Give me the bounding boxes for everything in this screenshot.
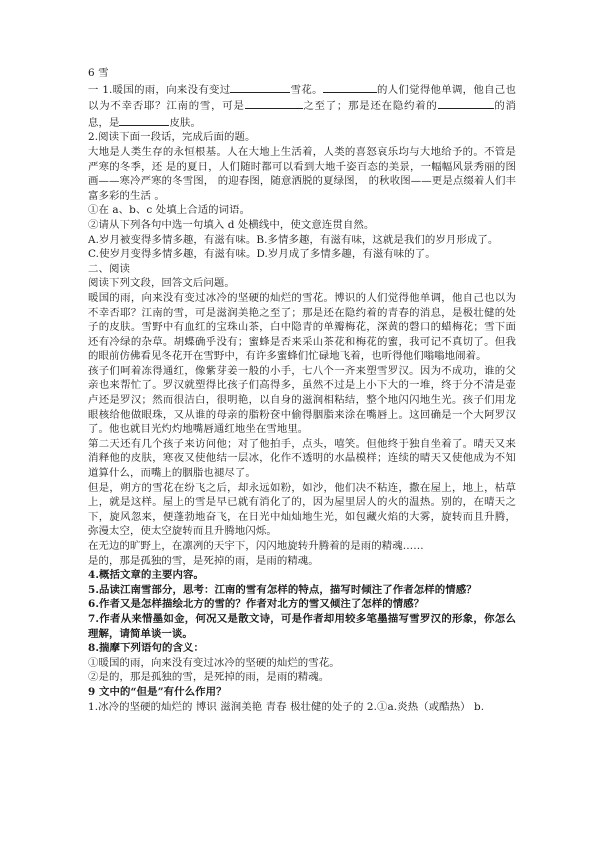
reading-paragraph-1: 暖国的雨，向来没有变过冰冷的坚硬的灿烂的雪花。博识的人们觉得他单调，他自己也以为不幸否耶？江南的雪，可是滋润美艳之至了；那是还在隐约着的青春的消息，是极壮健的处子的皮肤。雪野中有血红的宝珠山茶，白中隐青的单瓣梅花，深黄的磬口的蜡梅花；雪下面还有冷绿的杂草。胡蝶确乎没有；蜜蜂是否来采山茶花和梅花的蜜，我可记不真切了。但我的眼前仿佛看见冬花开在雪野中，有许多蜜蜂们忙碌地飞着，也听得他们嗡嗡地闹着。 [88, 291, 516, 363]
q1-text-5: 的消息，是 [88, 100, 517, 129]
question-8-item-1: ①暖国的雨，向来没有变过冰冷的坚硬的灿烂的雪花。 [88, 656, 340, 669]
question-2-sub-2: ②请从下列各句中选一句填入 d 处横线中，使文意连贯自然。 [88, 218, 375, 231]
q1-text-4: 之至了；那是还在隐约着的 [302, 100, 438, 113]
question-6: 6.作者又是怎样描绘北方的雪的？作者对北方的雪又倾注了怎样的情感？ [88, 598, 425, 611]
answer-blank[interactable] [245, 97, 303, 109]
answer-blank[interactable] [323, 81, 377, 93]
question-2-intro: 2.阅读下面一段话，完成后面的题。 [88, 131, 256, 144]
question-2-options-cd [88, 247, 516, 262]
question-9: 9 文中的“但是”有什么作用？ [88, 685, 227, 698]
question-1 [88, 81, 516, 131]
q1-text-2: 雪花。 [290, 83, 323, 96]
question-8-item-2: ②是的，那是孤独的雪，是死掉的雨，是雨的精魂。 [88, 671, 330, 684]
reading-paragraph-2: 孩子们呵着冻得通红，像紫芽姜一般的小手，七八个一齐来塑雪罗汉。因为不成功，谁的父亲也来帮忙了。罗汉就塑得比孩子们高得多，虽然不过是上小下大的一堆，终于分不清是壶卢还是罗汉；然而很洁白，很明艳，以自身的滋润相粘结，整个地闪闪地生光。孩子们用龙眼核给他做眼珠，又从谁的母亲的脂粉奁中偷得胭脂来涂在嘴唇上。这回确是一个大阿罗汉了。他也就目光灼灼地嘴唇通红地坐在雪地里。 [88, 364, 516, 436]
option-d: D.岁月成了多情多趣，有滋有味的了。 [256, 248, 436, 261]
section-2-intro: 阅读下列文段，回答文后问题。 [88, 277, 235, 290]
reading-paragraph-3: 第二天还有几个孩子来访问他；对了他拍手，点头，嘻笑。但他终于独自坐着了。晴天又来消释他的皮肤，寒夜又使他结一层冰，化作不透明的水晶模样；连续的晴天又使他成为不知道算什么，而嘴上的胭脂也褪尽了。 [88, 437, 516, 480]
question-4: 4.概括文章的主要内容。 [88, 569, 204, 582]
question-2-passage: 大地是人类生存的永恒根基。人在大地上生活着，人类的喜怒哀乐均与大地给予的。不管是严寒的冬季，还 是的夏日，人们随时都可以看到大地千姿百态的美景，一幅幅风景秀丽的图画——寒冷严寒的冬雪图， 的迎春图，随意洒脱的夏绿图， 的秋收图——更是点缀着人们丰富多彩的生活 。 [88, 145, 516, 202]
answer-blank[interactable] [119, 114, 169, 126]
q1-text-6: 皮肤。 [169, 116, 201, 129]
question-5: 5.品读江南雪部分，思考：江南的雪有怎样的特点，描写时倾注了作者怎样的情感？ [88, 583, 477, 596]
question-2-sub-1: ①在 a、b、c 处填上合适的词语。 [88, 204, 251, 217]
question-8: 8.揣摩下列语句的含义： [88, 642, 204, 655]
option-b: B.多情多趣，有滋有味，这就是我们的岁月形成了。 [256, 233, 499, 246]
section-2-heading: 二、阅读 [88, 262, 130, 275]
answer-blank[interactable] [230, 81, 290, 93]
reading-paragraph-5: 在无边的旷野上，在凛冽的天宇下，闪闪地旋转升腾着的是雨的精魂…… [88, 540, 424, 552]
document-body [88, 66, 516, 714]
q1-text-1: 一 1.暖国的雨，向来没有变过 [88, 83, 231, 96]
option-a: A.岁月被变得多情多趣，有滋有味。 [88, 233, 257, 246]
question-2-options-ab [88, 233, 516, 248]
reading-paragraph-4: 但是，朔方的雪花在纷飞之后，却永远如粉，如沙，他们决不粘连，撒在屋上，地上，枯草上，就是这样。屋上的雪是早已就有消化了的，因为屋里居人的火的温热。别的，在晴天之下，旋风忽来，便蓬勃地奋飞，在日光中灿灿地生光，如包藏火焰的大雾，旋转而且升腾，弥漫太空，使太空旋转而且升腾地闪烁。 [88, 481, 516, 538]
answer-key-line: 1.冰冷的坚硬的灿烂的 博识 滋润美艳 青春 极壮健的处子的 2.①a.炎热（或酷热） b. [88, 700, 485, 713]
question-7: 7.作者从来惜墨如金，何况又是散文诗，可是作者却用较多笔墨描写雪罗汉的形象，你怎么理解，请简单谈一谈。 [88, 612, 516, 640]
answer-blank[interactable] [438, 97, 494, 109]
option-c: C.使岁月变得多情多趣，有滋有味。 [88, 248, 257, 261]
reading-paragraph-6: 是的，那是孤独的雪，是死掉的雨，是雨的精魂。 [88, 554, 319, 567]
q1-text-3: 的人们觉得他单调，他自己也以为不幸否耶？江南的雪，可是 [88, 83, 516, 113]
document-title: 6 雪 [88, 67, 109, 79]
